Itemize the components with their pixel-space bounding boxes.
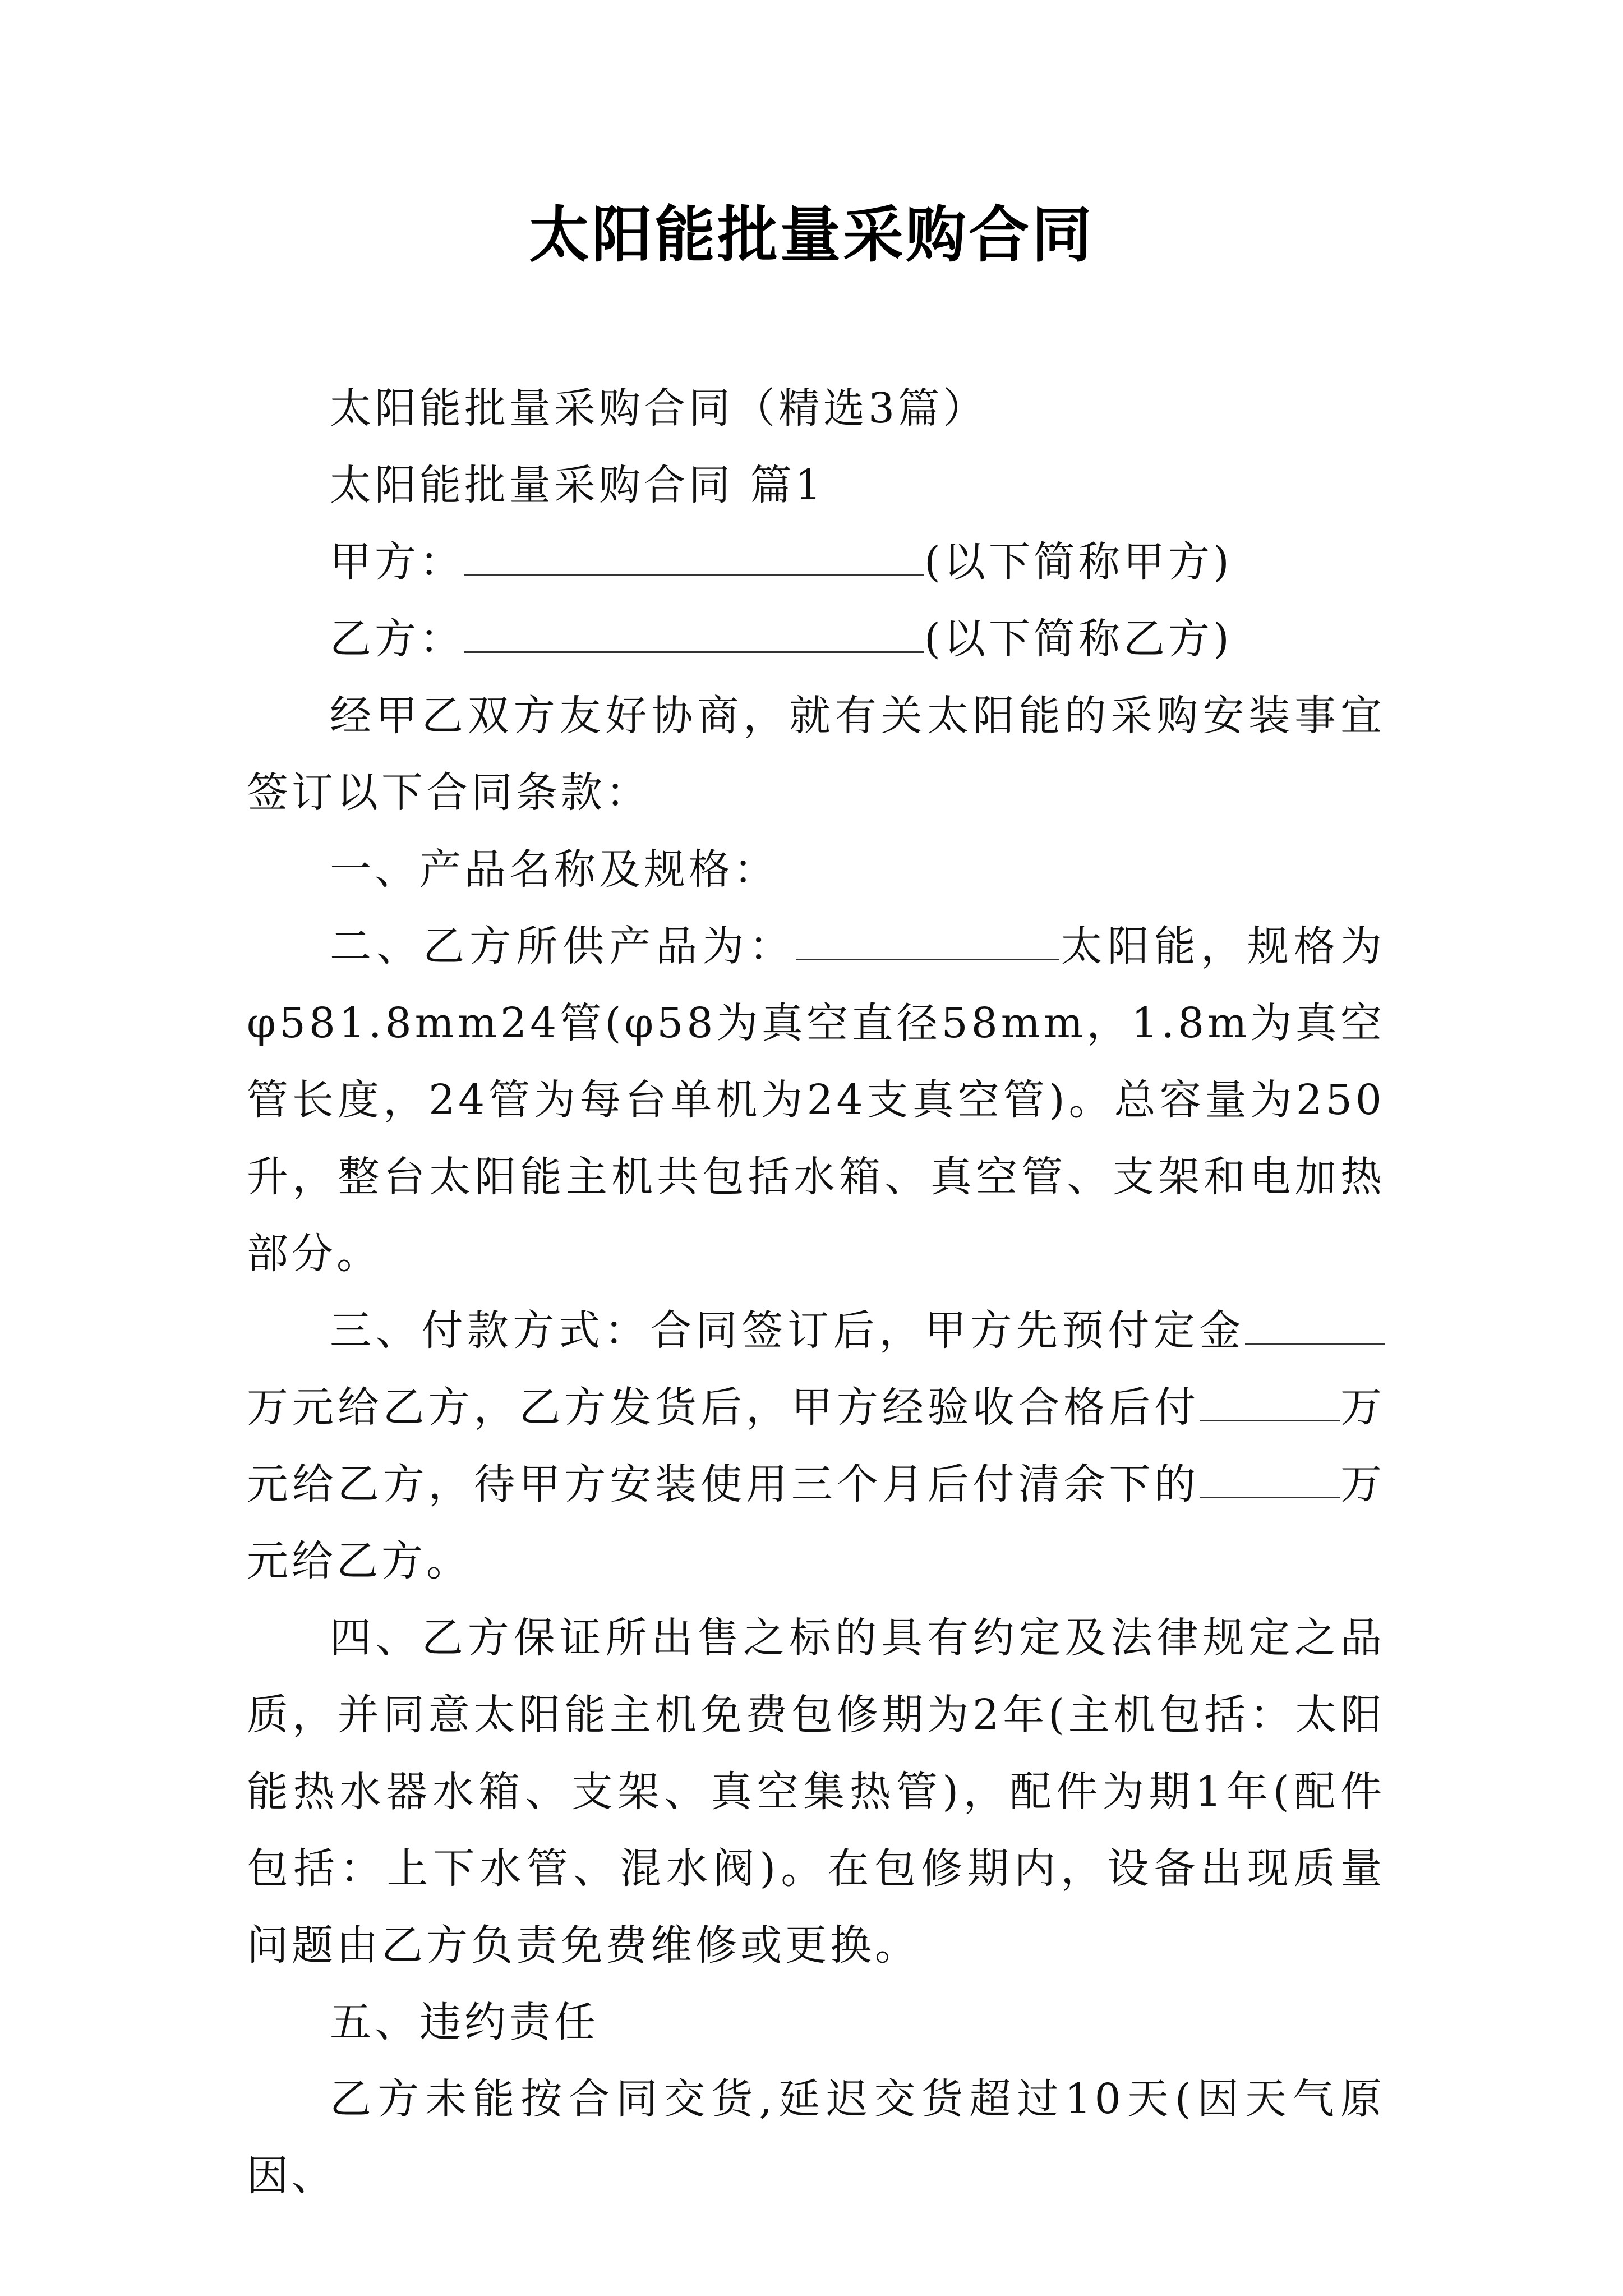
clause-3: [247, 1292, 1385, 1600]
product-blank: [796, 919, 1059, 960]
final-payment-blank: [1200, 1457, 1340, 1498]
document-body: [247, 370, 1385, 2215]
clause-3-b: 万元给乙方，乙方发货后，甲方经验收合格后付: [247, 1383, 1200, 1432]
clause-1: 一、产品名称及规格：: [330, 845, 778, 894]
party-a-suffix: (以下简称甲方): [924, 538, 1233, 586]
party-a-blank: [464, 535, 924, 576]
party-b-suffix: (以下简称乙方): [924, 615, 1233, 663]
deposit-blank: [1245, 1304, 1385, 1345]
party-b-blank: [464, 612, 924, 653]
heading-collection: 太阳能批量采购合同（精选3篇）: [330, 384, 988, 432]
clause-2-post: 太阳能，规格为φ581.8mm24管(φ58为真空直径58mm，1.8m为真空管长度，24管为每台单机为24支真空管)。总容量为250升，整台太阳能主机共包括水箱、真空管、支架和电加热部分。: [247, 922, 1386, 1278]
clause-5: 五、违约责任: [330, 1998, 599, 2046]
clause-4: 四、乙方保证所出售之标的具有约定及法律规定之品质，并同意太阳能主机免费包修期为2年(主机包括：太阳能热水器水箱、支架、真空集热管)，配件为期1年(配件包括：上下水管、混水阀)。在包修期内，设备出现质量问题由乙方负责免费维修或更换。: [247, 1614, 1385, 1970]
party-a-label: 甲方：: [330, 538, 464, 586]
party-a-line: [247, 524, 1385, 601]
clause-2-pre: 二、乙方所供产品为：: [330, 922, 796, 970]
intro-paragraph: 经甲乙双方友好协商，就有关太阳能的采购安装事宜签订以下合同条款：: [247, 692, 1385, 817]
clause-3-a: 三、付款方式：合同签订后，甲方先预付定金: [330, 1306, 1245, 1355]
clause-3-d: 万元给乙方。: [247, 1460, 1386, 1585]
delivery-payment-blank: [1200, 1381, 1340, 1421]
party-b-line: [247, 601, 1385, 678]
heading-part: 太阳能批量采购合同 篇1: [330, 461, 825, 509]
clause-2: [247, 908, 1385, 1292]
clause-3-c: 万元给乙方，待甲方安装使用三个月后付清余下的: [247, 1383, 1386, 1508]
clause-5-text: 乙方未能按合同交货,延迟交货超过10天(因天气原因、: [247, 2075, 1385, 2200]
document-title: 太阳能批量采购合同: [528, 200, 1094, 270]
party-b-label: 乙方：: [330, 615, 464, 663]
